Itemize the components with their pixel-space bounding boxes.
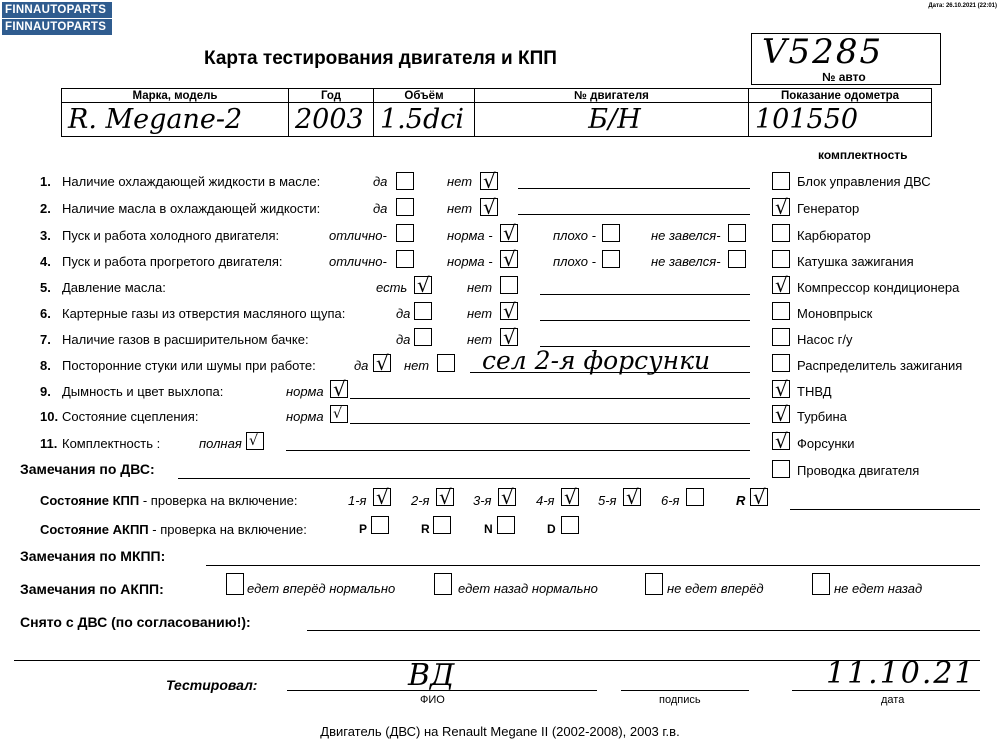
question-text: Посторонние стуки или шумы при работе: xyxy=(62,358,316,373)
component-label: Моновпрыск xyxy=(797,306,873,321)
car-number-box xyxy=(751,33,941,85)
page-caption: Двигатель (ДВС) на Renault Megane II (2002-2008), 2003 г.в. xyxy=(320,724,680,739)
akpp-remark-checkbox[interactable] xyxy=(226,573,244,595)
check-mark-icon: √ xyxy=(376,485,389,509)
checkbox[interactable] xyxy=(414,302,432,320)
question-text: Пуск и работа холодного двигателя: xyxy=(62,228,280,243)
component-checkbox[interactable] xyxy=(772,402,790,426)
kpp-title: Состояние КПП xyxy=(40,493,140,508)
question-text: Картерные газы из отверстия масляного щупа: xyxy=(62,306,346,321)
option-label: не завелся- xyxy=(651,254,721,269)
check-mark-icon: √ xyxy=(333,406,342,422)
print-date: Дата: 26.10.2021 (22:01) xyxy=(928,3,997,9)
option-label: норма xyxy=(286,409,324,424)
check-mark-icon: √ xyxy=(503,221,516,245)
question-text: Состояние сцепления: xyxy=(62,409,199,424)
component-label: Распределитель зажигания xyxy=(797,358,963,373)
checkbox[interactable] xyxy=(396,250,414,268)
gear-checkbox[interactable] xyxy=(623,485,641,509)
answer-line xyxy=(518,188,750,189)
option-label: норма xyxy=(286,384,324,399)
answer-line xyxy=(540,320,750,321)
component-checkbox[interactable] xyxy=(772,224,790,242)
option-label: полная xyxy=(199,436,242,451)
checkbox[interactable] xyxy=(396,224,414,242)
question-number: 1. xyxy=(40,174,51,189)
check-mark-icon: √ xyxy=(333,377,346,401)
answer-line xyxy=(178,478,750,479)
check-mark-icon: √ xyxy=(376,351,389,375)
answer-line xyxy=(470,372,750,373)
question-number: 11. xyxy=(40,436,58,451)
check-mark-icon: √ xyxy=(503,247,516,271)
checkbox[interactable] xyxy=(500,276,518,294)
column-header: Показание одометра xyxy=(749,89,932,103)
gear-label: 2-я xyxy=(411,493,430,508)
answer-line xyxy=(350,423,750,424)
question-text: Давление масла: xyxy=(62,280,166,295)
option-label: отлично- xyxy=(329,228,387,243)
date-label: дата xyxy=(881,694,905,706)
option-label: норма - xyxy=(447,228,493,243)
akpp-remark-option: едет назад нормально xyxy=(458,581,598,596)
check-mark-icon: √ xyxy=(626,485,639,509)
component-checkbox[interactable] xyxy=(772,377,790,401)
option-label: нет xyxy=(467,280,493,295)
option-label: норма - xyxy=(447,254,493,269)
option-label: да xyxy=(396,332,411,347)
option-label: да xyxy=(373,174,388,189)
mode-label: N xyxy=(484,522,493,536)
sign-line xyxy=(621,690,749,691)
column-header: Год xyxy=(289,89,374,103)
component-checkbox[interactable] xyxy=(772,250,790,268)
gear-checkbox[interactable] xyxy=(561,485,579,509)
checkbox[interactable] xyxy=(728,224,746,242)
checkbox[interactable] xyxy=(437,354,455,372)
completeness-label: комплектность xyxy=(818,148,908,162)
logo-line: FINNAUTOPARTS xyxy=(2,19,112,35)
checkbox[interactable] xyxy=(480,195,498,219)
option-label: отлично- xyxy=(329,254,387,269)
checkbox[interactable] xyxy=(500,299,518,323)
mode-label: R xyxy=(421,522,430,536)
tester-signature: ВД xyxy=(408,658,455,693)
kpp-label xyxy=(40,493,297,508)
fio-label: ФИО xyxy=(420,694,445,706)
answer-line xyxy=(206,565,980,566)
component-label: Компрессор кондиционера xyxy=(797,280,960,295)
model-value: R. Megane-2 xyxy=(62,103,289,137)
component-label: Карбюратор xyxy=(797,228,871,243)
option-label: плохо - xyxy=(553,254,596,269)
gear-checkbox[interactable] xyxy=(373,485,391,509)
option-label: да xyxy=(396,306,411,321)
checkbox[interactable] xyxy=(500,325,518,349)
check-mark-icon: √ xyxy=(483,169,496,193)
check-mark-icon: √ xyxy=(439,485,452,509)
question-text: Комплектность : xyxy=(62,436,161,451)
component-label: Форсунки xyxy=(797,436,855,451)
component-label: Проводка двигателя xyxy=(797,463,920,478)
component-label: Генератор xyxy=(797,201,860,216)
gear-checkbox[interactable] xyxy=(686,488,704,506)
engine-number-value: Б/Н xyxy=(475,103,749,137)
akpp-remark-checkbox[interactable] xyxy=(812,573,830,595)
component-checkbox[interactable] xyxy=(772,460,790,478)
checkbox[interactable] xyxy=(728,250,746,268)
checkbox[interactable] xyxy=(373,351,391,375)
odometer-value: 101550 xyxy=(749,103,932,137)
mode-checkbox[interactable] xyxy=(433,516,451,534)
answer-line xyxy=(518,214,750,215)
question-number: 7. xyxy=(40,332,51,347)
kpp-label-rest: - проверка на включение: xyxy=(139,493,298,508)
checkbox[interactable] xyxy=(602,224,620,242)
component-checkbox[interactable] xyxy=(772,328,790,346)
answer-line xyxy=(307,630,980,631)
car-number-label: № авто xyxy=(822,70,866,84)
mode-checkbox[interactable] xyxy=(371,516,389,534)
checkbox[interactable] xyxy=(602,250,620,268)
check-mark-icon: √ xyxy=(503,299,516,323)
engine-remarks-label: Замечания по ДВС: xyxy=(20,461,155,477)
check-mark-icon: √ xyxy=(775,195,788,219)
question-text: Дымность и цвет выхлопа: xyxy=(62,384,224,399)
option-label: нет xyxy=(404,358,430,373)
answer-line xyxy=(790,509,980,510)
answer-line xyxy=(286,450,750,451)
component-label: Катушка зажигания xyxy=(797,254,914,269)
check-mark-icon: √ xyxy=(483,195,496,219)
question-text: Наличие масла в охлаждающей жидкости: xyxy=(62,201,321,216)
akpp-remark-checkbox[interactable] xyxy=(434,573,452,595)
question-text: Пуск и работа прогретого двигателя: xyxy=(62,254,283,269)
checkbox[interactable] xyxy=(500,247,518,271)
check-mark-icon: √ xyxy=(503,325,516,349)
akpp-remark-option: едет вперёд нормально xyxy=(247,581,396,596)
option-label: да xyxy=(373,201,388,216)
sign-label: подпись xyxy=(659,694,701,706)
component-label: Турбина xyxy=(797,409,847,424)
column-header: Объём xyxy=(374,89,475,103)
check-mark-icon: √ xyxy=(775,273,788,297)
check-mark-icon: √ xyxy=(417,273,430,297)
question-number: 9. xyxy=(40,384,51,399)
option-label: нет xyxy=(447,174,473,189)
component-checkbox[interactable] xyxy=(772,273,790,297)
question-text: Наличие газов в расширительном бачке: xyxy=(62,332,309,347)
mode-checkbox[interactable] xyxy=(497,516,515,534)
volume-value: 1.5dci xyxy=(374,103,475,137)
checkbox[interactable] xyxy=(500,221,518,245)
gear-checkbox[interactable] xyxy=(436,485,454,509)
handwritten-note: сел 2-я форсунки xyxy=(482,346,711,375)
gear-label: 6-я xyxy=(661,493,680,508)
column-header: № двигателя xyxy=(475,89,749,103)
option-label: нет xyxy=(467,306,493,321)
check-mark-icon: √ xyxy=(249,433,258,449)
component-checkbox[interactable] xyxy=(772,354,790,372)
akpp-label xyxy=(40,522,307,537)
car-info-table xyxy=(61,88,932,137)
mode-label: D xyxy=(547,522,556,536)
removed-label: Снято с ДВС (по согласованию!): xyxy=(20,614,251,630)
checkbox[interactable] xyxy=(330,377,348,401)
option-label: не завелся- xyxy=(651,228,721,243)
date-value: 11.10.21 xyxy=(826,656,976,691)
check-mark-icon: √ xyxy=(775,402,788,426)
checkbox[interactable] xyxy=(396,198,414,216)
component-checkbox[interactable] xyxy=(772,302,790,320)
fio-line xyxy=(287,690,597,691)
check-mark-icon: √ xyxy=(501,485,514,509)
component-label: Блок управления ДВС xyxy=(797,174,931,189)
check-mark-icon: √ xyxy=(775,377,788,401)
option-label: плохо - xyxy=(553,228,596,243)
gear-label: 1-я xyxy=(348,493,367,508)
question-number: 6. xyxy=(40,306,51,321)
column-header: Марка, модель xyxy=(62,89,289,103)
option-label: нет xyxy=(447,201,473,216)
question-number: 8. xyxy=(40,358,51,373)
answer-line xyxy=(350,398,750,399)
question-number: 10. xyxy=(40,409,59,424)
checkbox[interactable] xyxy=(414,328,432,346)
logo xyxy=(2,2,112,36)
checkbox[interactable] xyxy=(246,432,264,450)
akpp-remark-option: не едет назад xyxy=(834,581,923,596)
component-checkbox[interactable] xyxy=(772,172,790,190)
akpp-label-rest: - проверка на включение: xyxy=(148,522,307,537)
question-number: 4. xyxy=(40,254,51,269)
question-number: 3. xyxy=(40,228,51,243)
component-checkbox[interactable] xyxy=(772,195,790,219)
component-label: ТНВД xyxy=(797,384,832,399)
page-title: Карта тестирования двигателя и КПП xyxy=(204,48,557,69)
gear-label: 3-я xyxy=(473,493,492,508)
akpp-remarks-label: Замечания по АКПП: xyxy=(20,581,164,597)
check-mark-icon: √ xyxy=(775,429,788,453)
gear-checkbox[interactable] xyxy=(498,485,516,509)
option-label: нет xyxy=(467,332,493,347)
mode-checkbox[interactable] xyxy=(561,516,579,534)
check-mark-icon: √ xyxy=(753,485,766,509)
year-value: 2003 xyxy=(289,103,374,137)
checkbox-no[interactable] xyxy=(396,172,414,190)
gear-label: 5-я xyxy=(598,493,617,508)
akpp-title: Состояние АКПП xyxy=(40,522,149,537)
question-text: Наличие охлаждающей жидкости в масле: xyxy=(62,174,321,189)
option-label: есть xyxy=(376,280,408,295)
tested-label: Тестировал: xyxy=(166,677,258,693)
checkbox-yes[interactable] xyxy=(480,169,498,193)
option-label: да xyxy=(354,358,369,373)
answer-line xyxy=(540,294,750,295)
akpp-remark-option: не едет вперёд xyxy=(667,581,764,596)
gear-label: 4-я xyxy=(536,493,555,508)
question-number: 5. xyxy=(40,280,51,295)
car-number-value: V5285 xyxy=(762,32,884,72)
checkbox[interactable] xyxy=(330,405,348,423)
mode-label: P xyxy=(359,522,368,536)
check-mark-icon: √ xyxy=(564,485,577,509)
checkbox[interactable] xyxy=(414,273,432,297)
component-checkbox[interactable] xyxy=(772,429,790,453)
gear-label: R xyxy=(736,493,746,508)
date-line xyxy=(792,690,980,691)
question-number: 2. xyxy=(40,201,51,216)
component-label: Насос г/у xyxy=(797,332,853,347)
gear-checkbox[interactable] xyxy=(750,485,768,509)
mkpp-remarks-label: Замечания по МКПП: xyxy=(20,548,166,564)
logo-line: FINNAUTOPARTS xyxy=(2,2,112,18)
akpp-remark-checkbox[interactable] xyxy=(645,573,663,595)
